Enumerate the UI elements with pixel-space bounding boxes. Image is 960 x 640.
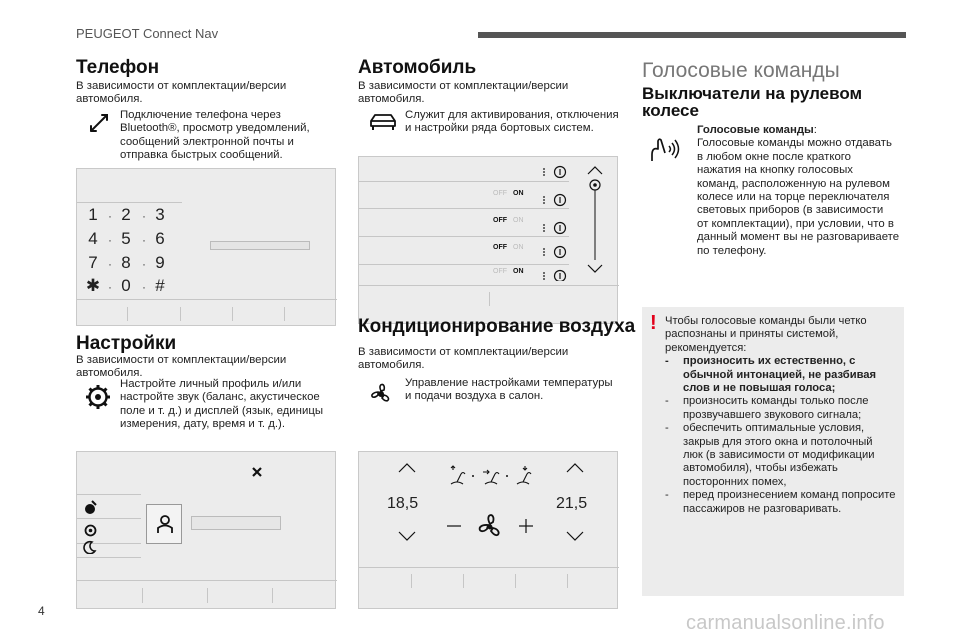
voice-feature: Голосовые команды: Голосовые команды можно отдавать в любом окне после краткого нажатия на кнопку голосовых команд, расположенную на рулевом колесе или на торце переключателя световых приборов (в зависимости от комплектации), при условии, что в данный момент вы не разговариваете по телефону.	[697, 124, 900, 257]
moon-icon[interactable]	[83, 540, 97, 554]
scrollbar[interactable]	[585, 165, 605, 275]
row-menu-icons	[541, 163, 571, 281]
toggle-2[interactable]: OFF ON	[493, 217, 524, 224]
climate-feature: Управление настройками температуры и подачи воздуха в салон.	[405, 377, 613, 403]
settings-title: Настройки	[76, 333, 177, 354]
settings-gear-icon[interactable]	[82, 522, 99, 539]
key-5[interactable]: 5	[121, 229, 131, 248]
voice-subtitle: Выключатели на рулевом колесе	[642, 84, 863, 120]
phone-feature: Подключение телефона через Bluetooth®, просмотр уведомлений, сообщений электронной почты и отправка быстрых сообщений.	[120, 109, 310, 162]
close-icon[interactable]	[251, 466, 263, 478]
car-icon	[368, 112, 398, 132]
key-2[interactable]: 2	[121, 205, 131, 224]
warning-icon: !	[650, 312, 657, 334]
key-0[interactable]: 0	[121, 276, 131, 295]
fan-icon	[366, 381, 396, 407]
header-title: PEUGEOT Connect Nav	[76, 26, 219, 41]
toggle-3[interactable]: OFF ON	[493, 244, 524, 251]
temp-left-down-icon[interactable]	[397, 530, 417, 542]
person-icon	[156, 514, 174, 534]
key-4[interactable]: 4	[88, 229, 98, 248]
toggle-1[interactable]: OFF ON	[493, 190, 524, 197]
temp-right-up-icon[interactable]	[565, 462, 585, 474]
fan-speed-control[interactable]	[445, 512, 535, 544]
vehicle-screen	[358, 156, 618, 324]
key-1[interactable]: 1	[88, 205, 98, 224]
phone-icon	[88, 112, 110, 134]
header-bar	[478, 32, 906, 38]
gear-icon	[84, 383, 112, 411]
watermark: carmanualsonline.info	[686, 612, 885, 634]
phone-screen: 1 · 2 · 3 4 · 5 · 6 7 · 8 · 9 ✱ · 0 · #	[76, 168, 336, 326]
phone-intro: В зависимости от комплектации/версии автомобиля.	[76, 80, 287, 106]
climate-title: Кондиционирование воздуха	[358, 316, 636, 337]
warning-bullet-2: - произносить команды только после прозвучавшего звукового сигнала;	[665, 395, 869, 421]
warning-bullet-1: - произносить их естественно, с обычной интонацией, не разбивая слов и не повышая голоса;	[665, 355, 877, 395]
temp-left: 18,5	[387, 495, 419, 512]
toggle-4[interactable]: OFF ON	[493, 268, 524, 275]
key-7[interactable]: 7	[88, 253, 98, 272]
air-distribution-icons[interactable]	[447, 464, 539, 488]
vehicle-title: Автомобиль	[358, 57, 477, 78]
temp-right-down-icon[interactable]	[565, 530, 585, 542]
key-3[interactable]: 3	[155, 205, 165, 224]
temp-left-up-icon[interactable]	[397, 462, 417, 474]
warning-bullet-4: - перед произнесением команд попросите пассажиров не разговаривать.	[665, 489, 896, 515]
vehicle-intro: В зависимости от комплектации/версии автомобиля.	[358, 80, 569, 106]
temp-right: 21,5	[556, 495, 588, 512]
page-number: 4	[38, 604, 45, 618]
key-6[interactable]: 6	[155, 229, 165, 248]
profile-icon[interactable]	[83, 499, 99, 515]
person-tile[interactable]	[146, 504, 182, 544]
climate-screen	[358, 451, 618, 609]
key-8[interactable]: 8	[121, 253, 131, 272]
warning-bullet-3: - обеспечить оптимальные условия, закрыв для этого окна и потолочный люк (в зависимости от модификации автомобиля), чтобы избежать посторонних помех,	[665, 422, 875, 488]
voice-title: Голосовые команды	[642, 59, 840, 82]
vehicle-feature: Служит для активирования, отключения и настройки ряда бортовых систем.	[405, 109, 619, 135]
warning-text: Чтобы голосовые команды были четко распознаны и приняты системой, рекомендуется: - произносить их естественно, с обычной интонацией, не разбивая слов и не повышая голоса; - произносить команды только после прозвучавшего звукового сигнала; - обеспечить оптимальные условия, закрыв для этого окна и потолочный люк (в зависимости от модификации автомобиля), чтобы избежать посторонних помех, - перед произнесением команд попросите пассажиров не разговаривать.	[665, 315, 901, 516]
climate-intro: В зависимости от комплектации/версии автомобиля.	[358, 346, 569, 372]
key-9[interactable]: 9	[155, 253, 165, 272]
key-star[interactable]: ✱	[85, 276, 101, 295]
voice-command-icon	[647, 137, 681, 167]
settings-intro: В зависимости от комплектации/версии автомобиля.	[76, 354, 287, 380]
key-hash[interactable]: #	[155, 276, 165, 295]
settings-screen	[76, 451, 336, 609]
phone-title: Телефон	[76, 57, 160, 78]
settings-feature: Настройте личный профиль и/или настройте звук (баланс, акустическое поле и т. д.) и дисплей (язык, единицы измерения, дату, время и т. д.).	[120, 378, 324, 431]
